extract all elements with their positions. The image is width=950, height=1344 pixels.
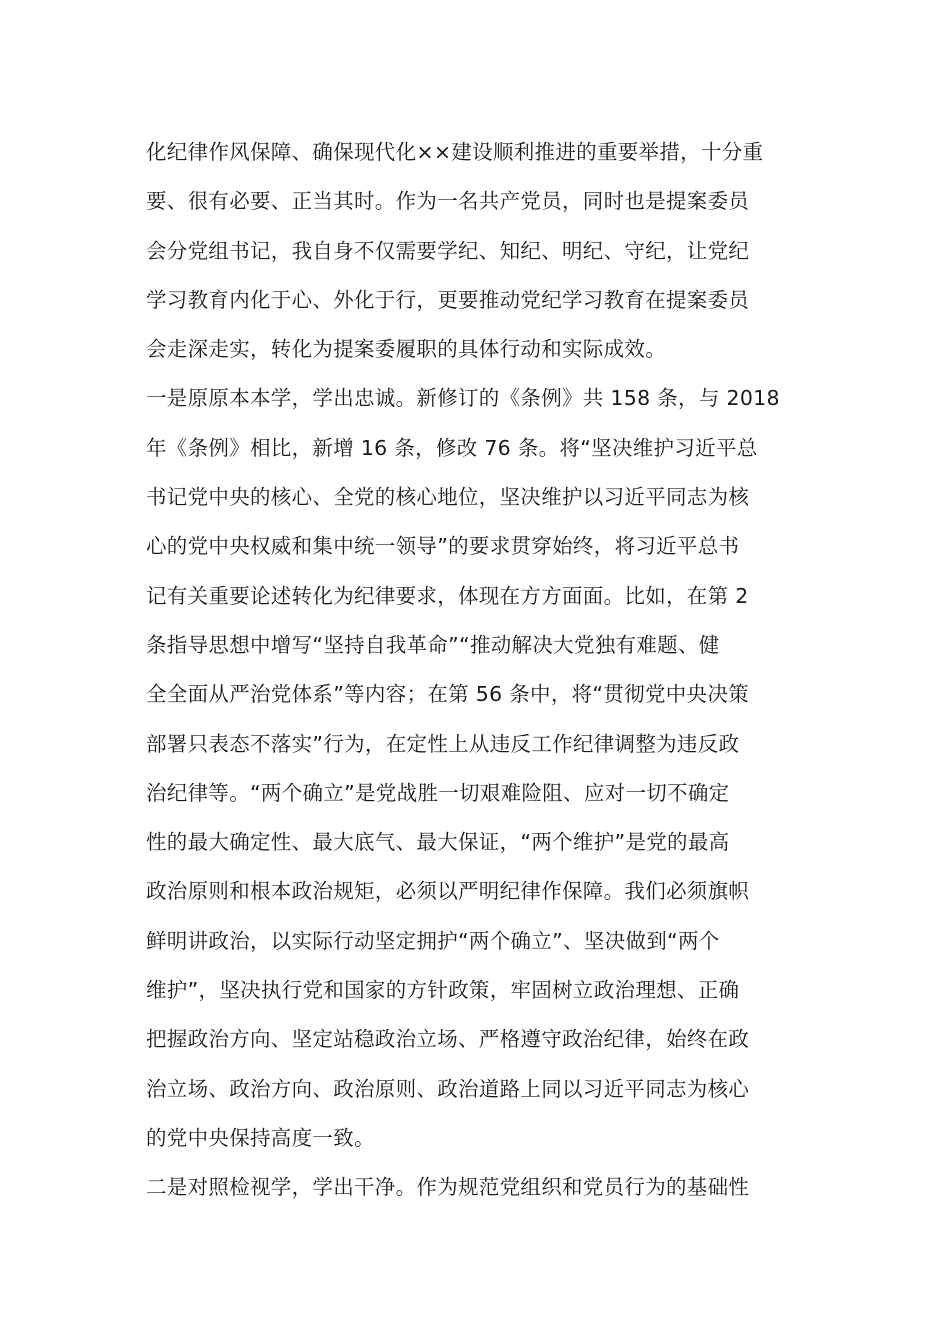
text-line: 记有关重要论述转化为纪律要求，体现在方方面面。比如，在第 2: [146, 583, 749, 608]
text-line: 部署只表态不落实”行为，在定性上从违反工作纪律调整为违反政: [146, 731, 740, 756]
text-line: 书记党中央的核心、全党的核心地位，坚决维护以习近平同志为核: [146, 485, 750, 510]
text-line: 治纪律等。“两个确立”是党战胜一切艰难险阻、应对一切不确定: [146, 780, 730, 805]
text-line: 政治原则和根本政治规矩，必须以严明纪律作保障。我们必须旗帜: [146, 879, 750, 904]
text-line: 会分党组书记，我自身不仅需要学纪、知纪、明纪、守纪，让党纪: [146, 238, 750, 263]
text-line: 一是原原本本学，学出忠诚。新修订的《条例》共 158 条，与 2018: [146, 386, 780, 411]
text-line: 学习教育内化于心、外化于行，更要推动党纪学习教育在提案委员: [146, 287, 750, 312]
text-line: 鲜明讲政治，以实际行动坚定拥护“两个确立”、坚决做到“两个: [146, 928, 720, 953]
text-line: 把握政治方向、坚定站稳政治立场、严格遵守政治纪律，始终在政: [146, 1027, 750, 1052]
text-line: 要、很有必要、正当其时。作为一名共产党员，同时也是提案委员: [146, 189, 750, 214]
text-line: 全全面从严治党体系”等内容；在第 56 条中，将“贯彻党中央决策: [146, 682, 749, 707]
text-line: 治立场、政治方向、政治原则、政治道路上同以习近平同志为核心: [146, 1076, 750, 1101]
body-text: [146, 128, 808, 1213]
text-line: 维护”，坚决执行党和国家的方针政策，牢固树立政治理想、正确: [146, 978, 740, 1003]
text-line: 心的党中央权威和集中统一领导”的要求贯穿始终，将习近平总书: [146, 534, 740, 559]
paragraph-1: [146, 128, 808, 374]
paragraph-2: [146, 374, 808, 1163]
text-line: 会走深走实，转化为提案委履职的具体行动和实际成效。: [146, 337, 666, 362]
text-line: 二是对照检视学，学出干净。作为规范党组织和党员行为的基础性: [146, 1175, 750, 1200]
text-line: 性的最大确定性、最大底气、最大保证，“两个维护”是党的最高: [146, 830, 730, 855]
text-line: 化纪律作风保障、确保现代化××建设顺利推进的重要举措，十分重: [146, 140, 764, 164]
text-line: 年《条例》相比，新增 16 条，修改 76 条。将“坚决维护习近平总: [146, 435, 758, 460]
text-line: 条指导思想中增写“坚持自我革命”“推动解决大党独有难题、健: [146, 632, 720, 657]
paragraph-3: [146, 1163, 808, 1212]
text-line: 的党中央保持高度一致。: [146, 1125, 375, 1150]
